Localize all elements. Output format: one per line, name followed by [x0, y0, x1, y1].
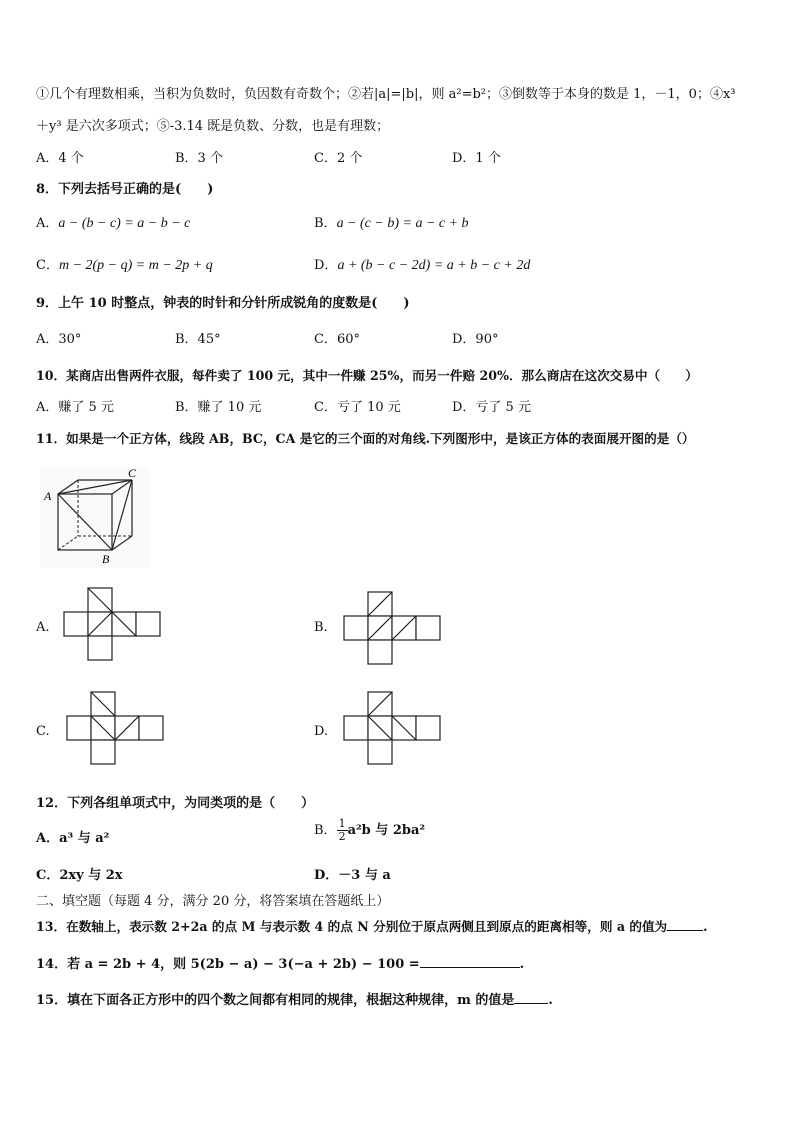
cube-label-a: A	[44, 489, 52, 503]
q14-stem: 14．若 a = 2b + 4，则 5(2b − a) − 3(−a + 2b) − 100 =	[36, 957, 420, 972]
fraction-denominator: 2	[338, 830, 346, 843]
cube-label-c: C	[128, 466, 137, 480]
q11-option-b-label: B.	[314, 620, 328, 635]
net-diagram-d	[344, 692, 440, 764]
q12-stem: 12．下列各组单项式中，为同类项的是（ ）	[36, 796, 315, 811]
q11-option-a-label: A.	[36, 620, 50, 635]
q8-option-d	[314, 254, 530, 274]
q14-answer-blank[interactable]	[420, 955, 520, 968]
q11-option-c-label: C.	[36, 724, 50, 739]
q12-option-c: C．2xy 与 2x	[36, 868, 123, 883]
q8-option-c	[36, 254, 213, 274]
q8-option-a-expr: a − (b − c) = a − b − c	[58, 216, 191, 231]
q9-option-c: C．60°	[314, 332, 360, 347]
q8-option-b-expr: a − (c − b) = a − c + b	[336, 216, 469, 231]
q7-statements-line2: ＋y³ 是六次多项式；⑤-3.14 既是负数、分数，也是有理数；	[36, 119, 390, 134]
q12-option-d: D．－3 与 a	[314, 868, 391, 883]
q10-stem: 10．某商店出售两件衣服，每件卖了 100 元，其中一件赚 25%，而另一件赔 20%．那么商店在这次交易中（ ）	[36, 368, 698, 383]
cube-figure	[40, 468, 150, 568]
q12-option-b-fraction	[337, 818, 348, 843]
q8-option-b-label: B．	[314, 216, 337, 231]
net-diagram-c	[67, 692, 163, 764]
q8-option-b	[314, 212, 469, 232]
q12-option-b-rest: a²b 与 2ba²	[347, 823, 426, 838]
q7-statements-line1: ①几个有理数相乘，当积为负数时，负因数有奇数个；②若|a|=|b|，则 a²=b²；③倒数等于本身的数是 1，－1，0；④x³	[36, 87, 736, 102]
q15-stem: 15．填在下面各正方形中的四个数之间都有相同的规律，根据这种规律，m 的值是	[36, 993, 515, 1008]
q8-option-a	[36, 212, 190, 232]
cube-label-b: B	[102, 552, 110, 566]
q9-option-b: B．45°	[175, 332, 221, 347]
q15-line	[36, 989, 553, 1008]
q12-option-b	[314, 818, 425, 843]
q11-stem: 11．如果是一个正方体，线段 AB，BC，CA 是它的三个面的对角线.下列图形中，是该正方体的表面展开图的是（）	[36, 431, 695, 446]
q8-option-d-expr: a + (b − c − 2d) = a + b − c + 2d	[337, 258, 531, 273]
q13-line	[36, 916, 708, 935]
q11-option-d-label: D.	[314, 724, 329, 739]
net-diagram-b	[344, 592, 440, 664]
q13-end: .	[703, 919, 708, 934]
q7-option-c: C．2 个	[314, 151, 363, 166]
q10-option-d: D．亏了 5 元	[452, 400, 531, 415]
section-heading-fill-in: 二、填空题（每题 4 分，满分 20 分，将答案填在答题纸上）	[36, 894, 390, 909]
q7-option-b: B．3 个	[175, 151, 223, 166]
q8-option-c-label: C．	[36, 258, 59, 273]
q9-option-a: A．30°	[36, 332, 82, 347]
q15-answer-blank[interactable]	[514, 991, 548, 1004]
q9-option-d: D．90°	[452, 332, 499, 347]
net-diagram-a	[64, 588, 160, 660]
q15-end: .	[548, 993, 553, 1008]
q12-option-a: A．a³ 与 a²	[36, 831, 110, 846]
q8-option-d-label: D．	[314, 258, 338, 273]
q13-answer-blank[interactable]	[667, 918, 703, 931]
q8-option-a-label: A．	[36, 216, 59, 231]
q12-option-b-label: B．	[314, 823, 337, 838]
q13-stem: 13．在数轴上，表示数 2+2a 的点 M 与表示数 4 的点 N 分别位于原点两侧且到原点的距离相等，则 a 的值为	[36, 919, 668, 934]
q7-option-d: D．1 个	[452, 151, 501, 166]
fraction-numerator: 1	[338, 817, 346, 830]
q9-stem: 9．上午 10 时整点，钟表的时针和分针所成锐角的度数是( )	[36, 296, 410, 311]
q14-end: .	[519, 957, 525, 972]
q8-stem: 8．下列去括号正确的是( )	[36, 182, 214, 197]
q10-option-c: C．亏了 10 元	[314, 400, 401, 415]
q8-option-c-expr: m − 2(p − q) = m − 2p + q	[58, 258, 213, 273]
q14-line	[36, 953, 524, 972]
q10-option-a: A．赚了 5 元	[36, 400, 114, 415]
q10-option-b: B．赚了 10 元	[175, 400, 262, 415]
q7-option-a: A．4 个	[36, 151, 84, 166]
